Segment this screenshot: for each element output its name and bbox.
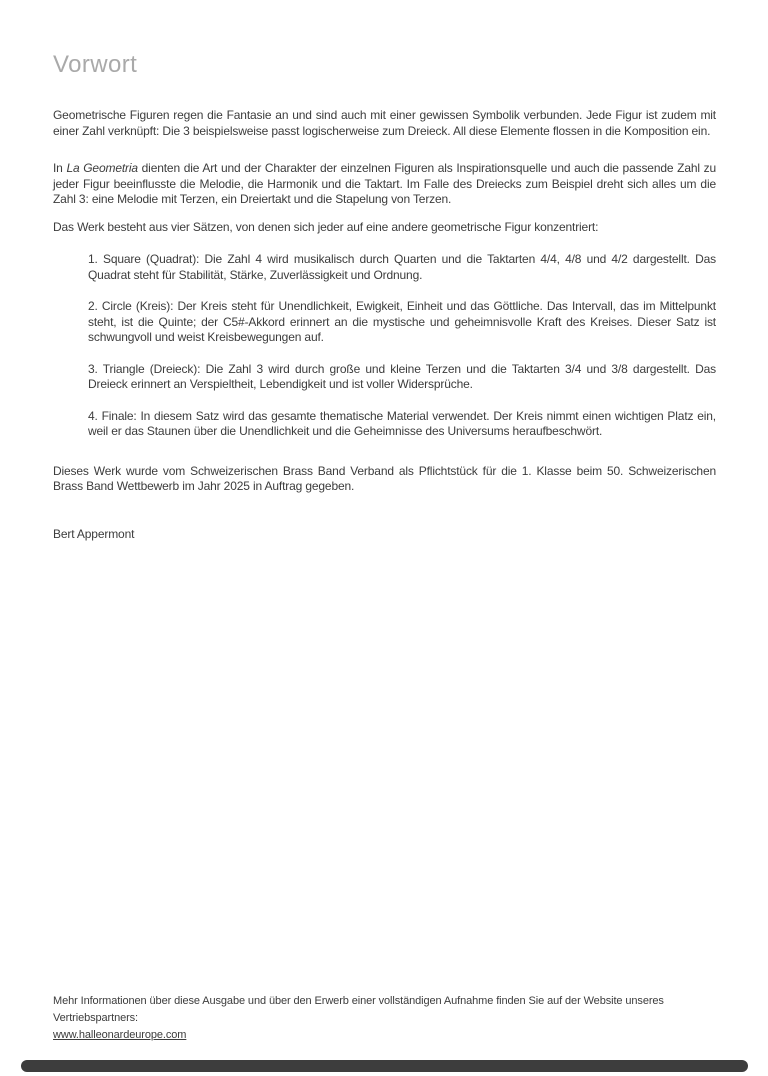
intro-paragraph: Geometrische Figuren regen die Fantasie an und sind auch mit einer gewissen Symbolik verbunden. Jede Figur ist zudem mit einer Zahl verknüpft: Die 3 beispielsweise passt logischerweise zum Dreieck. All diese Elemente flossen in die Komposition ein. <box>53 108 716 138</box>
list-item-triangle: 3. Triangle (Dreieck): Die Zahl 3 wird durch große und kleine Terzen und die Taktarten 3/4 und 3/8 dargestellt. Das Dreieck erinnert an Verspieltheit, Lebendigkeit und ist voller Widersprüche. <box>88 361 716 391</box>
list-item-square: 1. Square (Quadrat): Die Zahl 4 wird musikalisch durch Quarten und die Taktarten 4/4, 4/8 und 4/2 dargestellt. Das Quadrat steht für Stabilität, Stärke, Zuverlässigkeit und Ordnung. <box>88 252 716 282</box>
footer <box>53 993 716 1044</box>
bottom-scrollbar[interactable] <box>21 1060 748 1072</box>
inspiration-text-prefix: In <box>53 161 67 175</box>
list-item-finale: 4. Finale: In diesem Satz wird das gesamte thematische Material verwendet. Der Kreis nimmt einen wichtigen Platz ein, weil er das Staunen über die Unendlichkeit und die Geheimnisse des Universums heraufbeschwört. <box>88 408 716 438</box>
commission-paragraph: Dieses Werk wurde vom Schweizerischen Brass Band Verband als Pflichtstück für die 1. Klasse beim 50. Schweizerischen Brass Band Wettbewerb im Jahr 2025 in Auftrag gegeben. <box>53 463 716 493</box>
distributor-link[interactable]: www.halleonardeurope.com <box>53 1029 187 1041</box>
inspiration-paragraph <box>53 161 716 208</box>
author-name: Bert Appermont <box>53 526 135 541</box>
footer-info-text: Mehr Informationen über diese Ausgabe und über den Erwerb einer vollständigen Aufnahme finden Sie auf der Website unseres Vertriebspartners: <box>53 995 664 1024</box>
work-title-italic: La Geometria <box>66 161 138 175</box>
page-title: Vorwort <box>53 51 138 78</box>
preface-page <box>0 52 768 541</box>
movements-intro-paragraph: Das Werk besteht aus vier Sätzen, von denen sich jeder auf eine andere geometrische Figur konzentriert: <box>53 219 599 234</box>
inspiration-text-rest: dienten die Art und der Charakter der einzelnen Figuren als Inspirationsquelle und auch die passende Zahl zu jeder Figur beeinflusste die Melodie, die Harmonik und die Taktart. Im Falle des Dreiecks zum Beispiel dreht sich alles um die Zahl 3: eine Melodie mit Terzen, ein Dreiertakt und die Stapelung von Terzen. <box>53 161 716 206</box>
movements-list <box>53 252 716 440</box>
list-item-circle: 2. Circle (Kreis): Der Kreis steht für Unendlichkeit, Ewigkeit, Einheit und das Göttliche. Das Intervall, das im Mittelpunkt steht, ist die Quinte; der C5#-Akkord erinnert an die mystische und geheimnisvolle Kraft des Kreises. Dieser Satz ist schwungvoll und weist Kreisbewegungen auf. <box>88 299 716 344</box>
